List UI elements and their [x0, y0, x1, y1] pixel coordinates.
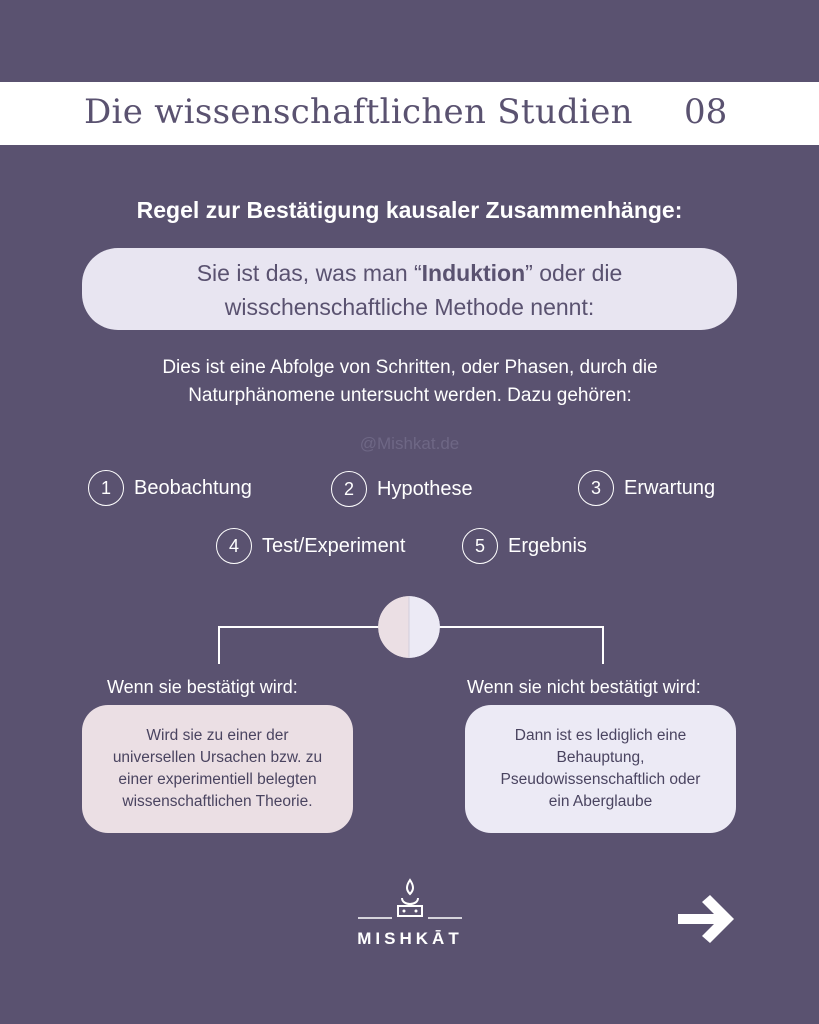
outcome-not-confirmed-box — [465, 705, 736, 833]
page-number: 08 — [684, 92, 728, 132]
outcome-confirmed-box — [82, 705, 353, 833]
step-hypothese — [331, 469, 473, 509]
split-circle-graphic — [378, 596, 440, 658]
outcome-not-confirmed-line: ein Aberglaube — [548, 793, 653, 810]
step-number-circle: 4 — [216, 528, 252, 564]
induction-line-2: wisschenschaftliche Methode nennt: — [224, 294, 595, 320]
step-label: Hypothese — [377, 477, 473, 500]
page-title: Die wissenschaftlichen Studien — [84, 92, 633, 132]
lamp-icon — [356, 876, 464, 922]
step-beobachtung — [88, 468, 252, 508]
outcome-confirmed-line: Wird sie zu einer der — [146, 727, 289, 744]
mishkat-logo — [356, 876, 464, 946]
step-number-circle: 3 — [578, 470, 614, 506]
induction-text-after: ” oder die — [525, 260, 623, 286]
step-label: Erwartung — [624, 476, 716, 499]
branch-right-line — [602, 626, 604, 664]
next-arrow-icon[interactable] — [674, 892, 738, 946]
arrow-right-graphic — [674, 892, 738, 946]
outcome-not-confirmed-line: Behauptung, — [556, 749, 645, 766]
step-label: Beobachtung — [134, 476, 252, 499]
intro-line-2: Naturphänomene untersucht werden. Dazu gehören: — [188, 385, 632, 406]
outcome-not-confirmed-line: Pseudowissenschaftlich oder — [500, 771, 701, 788]
outcome-confirmed-line: einer experimentiell belegten — [118, 771, 317, 788]
step-label: Ergebnis — [508, 534, 587, 557]
step-number-circle: 5 — [462, 528, 498, 564]
intro-text — [60, 354, 760, 410]
induction-keyword: Induktion — [421, 260, 526, 286]
intro-line-1: Dies ist eine Abfolge von Schritten, oder Phasen, durch die — [162, 357, 658, 378]
step-erwartung — [578, 468, 715, 508]
step-number-circle: 1 — [88, 470, 124, 506]
step-label: Test/Experiment — [262, 534, 406, 557]
split-circle-icon — [378, 596, 440, 658]
step-test-experiment — [216, 526, 405, 566]
branch-label-confirmed: Wenn sie bestätigt wird: — [107, 677, 298, 697]
branch-left-line — [218, 626, 220, 664]
induction-line-1 — [82, 256, 737, 290]
induction-pill — [82, 248, 737, 330]
logo-wordmark: MISHKĀT — [357, 929, 463, 948]
watermark: @Mishkat.de — [359, 434, 460, 453]
outcome-not-confirmed-line: Dann ist es lediglich eine — [514, 727, 687, 744]
branch-label-not-confirmed: Wenn sie nicht bestätigt wird: — [467, 677, 701, 697]
step-number-circle: 2 — [331, 471, 367, 507]
branch-horizontal-line-right — [440, 626, 604, 628]
rule-heading: Regel zur Bestätigung kausaler Zusammenhänge: — [136, 197, 683, 223]
outcome-confirmed-line: wissenschaftlichen Theorie. — [122, 793, 313, 810]
step-ergebnis — [462, 526, 587, 566]
induction-text-before: Sie ist das, was man “ — [196, 260, 422, 286]
outcome-confirmed-line: universellen Ursachen bzw. zu — [112, 749, 323, 766]
